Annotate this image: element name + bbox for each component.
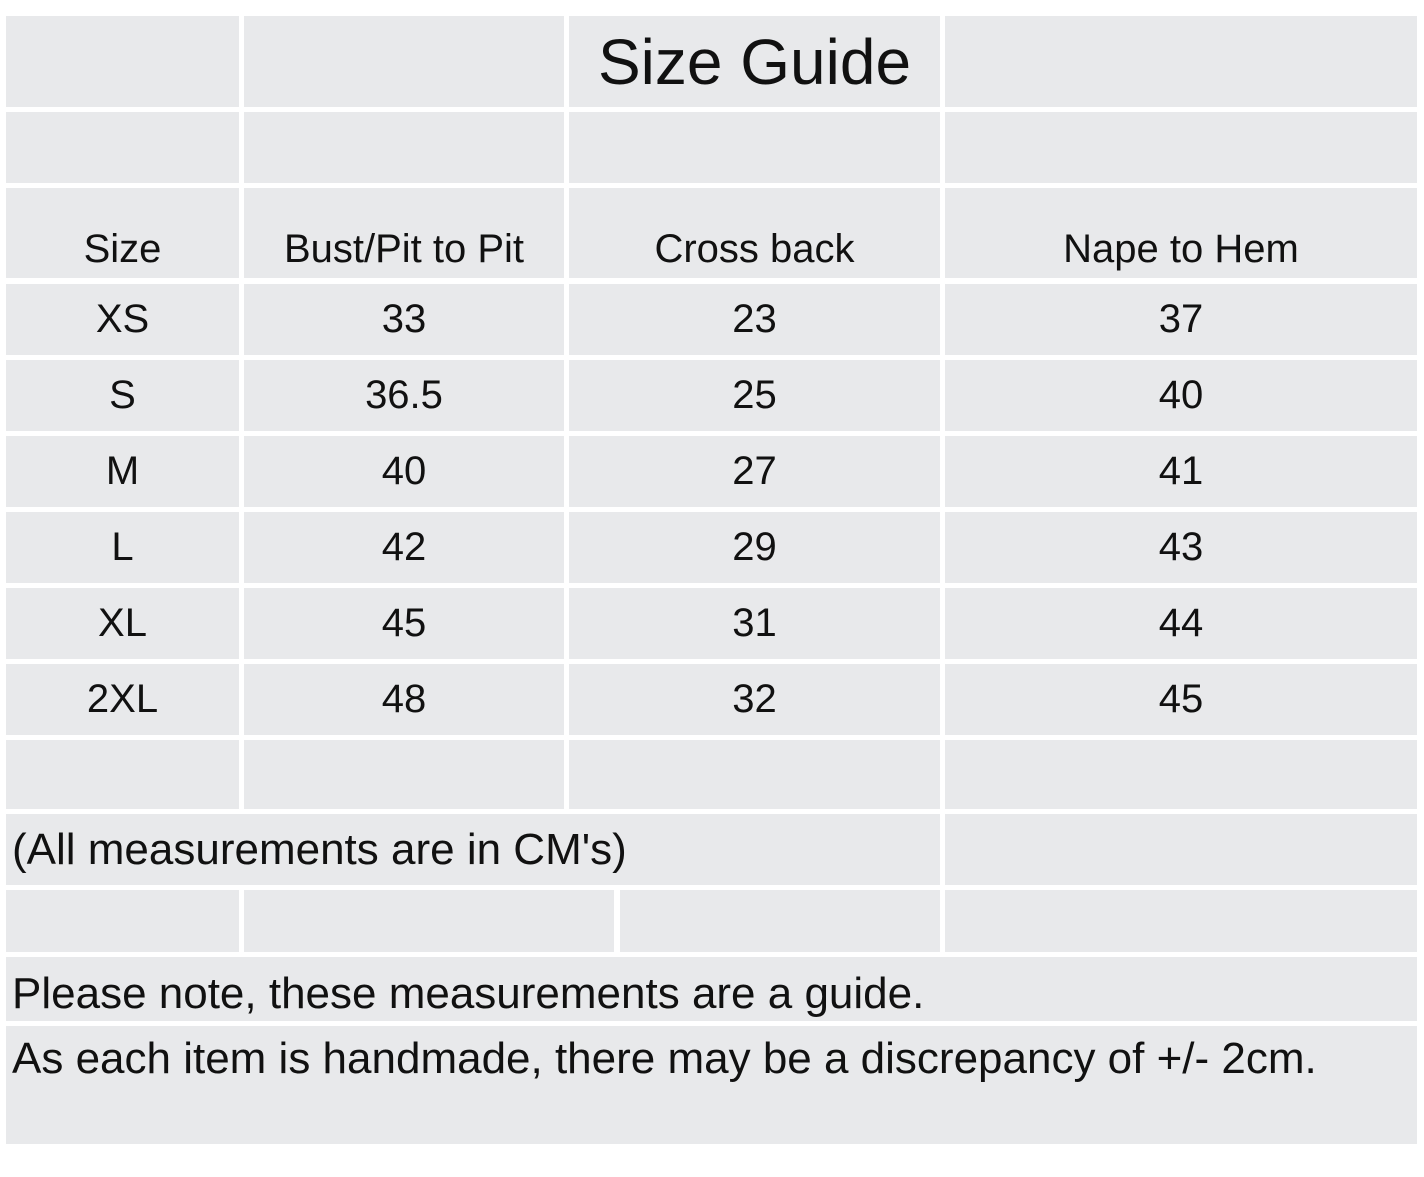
column-header-size: Size	[6, 188, 239, 278]
table-cell-bust: 48	[244, 664, 564, 735]
column-header-bust: Bust/Pit to Pit	[244, 188, 564, 278]
table-cell-nape-to-hem: 45	[945, 664, 1417, 735]
empty-cell	[569, 740, 940, 809]
table-cell-nape-to-hem: 41	[945, 436, 1417, 507]
column-header-nape-to-hem: Nape to Hem	[945, 188, 1417, 278]
table-cell-nape-to-hem: 44	[945, 588, 1417, 659]
note-guide	[6, 957, 1417, 1021]
empty-cell	[945, 16, 1417, 107]
table-cell-bust: 36.5	[244, 360, 564, 431]
table-cell-cross-back: 31	[569, 588, 940, 659]
table-cell-size: L	[6, 512, 239, 583]
empty-cell	[945, 814, 1417, 885]
empty-cell	[6, 890, 239, 952]
table-cell-bust: 40	[244, 436, 564, 507]
note-discrepancy-text: As each item is handmade, there may be a discrepancy of +/- 2cm.	[12, 1034, 1317, 1083]
column-header-cross-back: Cross back	[569, 188, 940, 278]
table-cell-size: S	[6, 360, 239, 431]
table-cell-cross-back: 25	[569, 360, 940, 431]
empty-cell	[244, 890, 614, 952]
empty-cell	[244, 740, 564, 809]
table-cell-nape-to-hem: 40	[945, 360, 1417, 431]
page-title: Size Guide	[569, 16, 940, 107]
empty-cell	[244, 112, 564, 183]
table-cell-cross-back: 29	[569, 512, 940, 583]
note-discrepancy	[6, 1026, 1417, 1144]
empty-cell	[244, 16, 564, 107]
empty-cell	[620, 890, 940, 952]
table-cell-bust: 45	[244, 588, 564, 659]
table-cell-bust: 33	[244, 284, 564, 355]
table-cell-bust: 42	[244, 512, 564, 583]
empty-cell	[569, 112, 940, 183]
units-note: (All measurements are in CM's)	[6, 814, 940, 885]
table-cell-cross-back: 23	[569, 284, 940, 355]
table-cell-size: XS	[6, 284, 239, 355]
table-cell-size: 2XL	[6, 664, 239, 735]
empty-cell	[945, 112, 1417, 183]
table-cell-size: XL	[6, 588, 239, 659]
empty-cell	[6, 16, 239, 107]
table-cell-nape-to-hem: 37	[945, 284, 1417, 355]
empty-cell	[6, 112, 239, 183]
table-cell-nape-to-hem: 43	[945, 512, 1417, 583]
empty-cell	[945, 890, 1417, 952]
table-cell-cross-back: 27	[569, 436, 940, 507]
empty-cell	[6, 740, 239, 809]
table-cell-cross-back: 32	[569, 664, 940, 735]
note-guide-text: Please note, these measurements are a guide.	[12, 969, 925, 1018]
empty-cell	[945, 740, 1417, 809]
table-cell-size: M	[6, 436, 239, 507]
